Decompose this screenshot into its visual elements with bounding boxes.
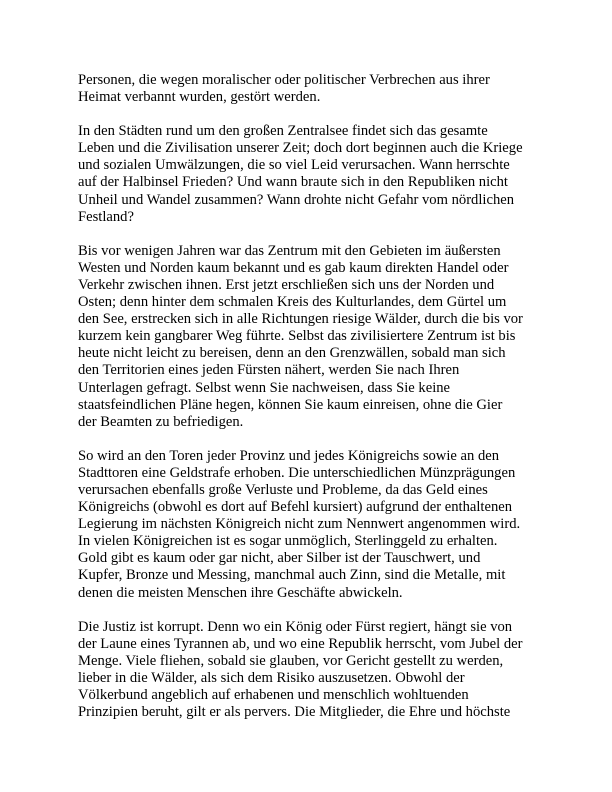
paragraph-5 [78, 619, 548, 722]
text-line: heute nicht leicht zu bereisen, denn an den Grenzwällen, sobald man sich [78, 345, 506, 362]
text-line: Unheil und Wandel zusammen? Wann drohte nicht Gefahr vom nördlichen [78, 191, 515, 208]
text-line: Festland? [78, 208, 134, 225]
paragraph-1 [78, 72, 548, 106]
text-line: Völkerbund angeblich auf erhabenen und menschlich wohltuenden [78, 687, 469, 703]
text-line: Heimat verbannt wurden, gestört werden. [78, 89, 321, 106]
text-line: Menge. Viele fliehen, sobald sie glauben, vor Gericht gestellt zu werden, [78, 652, 504, 669]
paragraph-4 [78, 448, 548, 602]
text-line: denen die meisten Menschen ihre Geschäfte abwickeln. [78, 584, 403, 601]
text-line: Legierung im nächsten Königreich nicht zum Nennwert angenommen wird. [78, 516, 521, 533]
text-line: der Beamten zu befriedigen. [78, 413, 244, 430]
text-line: kurzem kein gangbarer Weg führte. Selbst das zivilisiertere Zentrum ist bis [78, 328, 516, 345]
text-line: Unterlagen gefragt. Selbst wenn Sie nachweisen, dass Sie keine [78, 379, 451, 396]
text-line: Bis vor wenigen Jahren war das Zentrum mit den Gebieten im äußersten [78, 242, 501, 259]
text-line: Westen und Norden kaum bekannt und es gab kaum direkten Handel oder [78, 259, 509, 276]
text-line: auf der Halbinsel Frieden? Und wann braute sich in den Republiken nicht [78, 174, 508, 191]
text-line: So wird an den Toren jeder Provinz und jedes Königreichs sowie an den [78, 447, 500, 464]
text-line: der Laune eines Tyrannen ab, und wo eine Republik herrscht, vom Jubel der [78, 635, 523, 652]
text-line: den Territorien eines jeden Fürsten nähert, werden Sie nach Ihren [78, 362, 460, 379]
text-line: Osten; denn hinter dem schmalen Kreis des Kulturlandes, dem Gürtel um [78, 294, 507, 311]
text-line: Königreichs (obwohl es dort auf Befehl kursiert) aufgrund der enthaltenen [78, 499, 513, 516]
text-line: den See, erstrecken sich in alle Richtungen riesige Wälder, durch die bis vor [78, 311, 523, 328]
text-line: Kupfer, Bronze und Messing, manchmal auch Zinn, sind die Metalle, mit [78, 567, 506, 584]
text-line: Personen, die wegen moralischer oder politischer Verbrechen aus ihrer [78, 72, 490, 88]
text-line: Verkehr zwischen ihnen. Erst jetzt erschließen sich uns der Norden und [78, 276, 495, 293]
text-line: Die Justiz ist korrupt. Denn wo ein König oder Fürst regiert, hängt sie von [78, 618, 513, 635]
text-line: Stadttoren eine Geldstrafe erhoben. Die unterschiedlichen Münzprägungen [78, 464, 516, 481]
text-line: verursachen ebenfalls große Verluste und Probleme, da das Geld eines [78, 481, 488, 498]
document-page [78, 72, 548, 738]
text-line: Leben und die Zivilisation unserer Zeit; doch dort beginnen auch die Kriege [78, 140, 523, 157]
text-line: In den Städten rund um den großen Zentralsee findet sich das gesamte [78, 123, 488, 140]
paragraph-3 [78, 243, 548, 431]
text-line: staatsfeindlichen Pläne hegen, können Sie kaum einreisen, ohne die Gier [78, 396, 503, 413]
text-line: und sozialen Umwälzungen, die so viel Leid verursachen. Wann herrschte [78, 157, 510, 174]
text-line: lieber in die Wälder, als sich dem Risiko auszusetzen. Obwohl der [78, 669, 465, 686]
text-line: Prinzipien beruht, gilt er als pervers. Die Mitglieder, die Ehre und höchste [78, 704, 511, 721]
paragraph-2 [78, 123, 548, 226]
text-line: In vielen Königreichen ist es sogar unmöglich, Sterlinggeld zu erhalten. [78, 533, 498, 550]
text-line: Gold gibt es kaum oder gar nicht, aber Silber ist der Tauschwert, und [78, 550, 481, 567]
